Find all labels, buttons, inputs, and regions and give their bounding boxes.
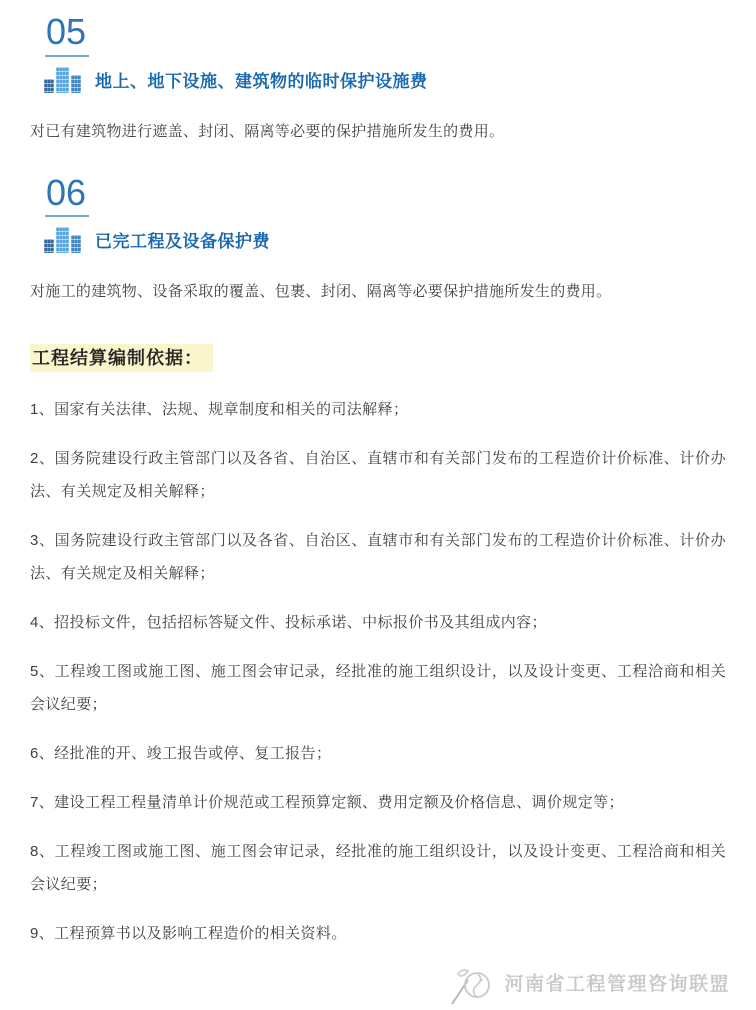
- section-06-header: [44, 226, 726, 253]
- section-05-number: 05: [45, 14, 89, 57]
- section-05-header: [44, 66, 726, 93]
- basis-item-5: 5、工程竣工图或施工图、施工图会审记录，经批准的施工组织设计，以及设计变更、工程洽商和相关会议纪要；: [30, 663, 726, 714]
- watermark-text: 河南省工程管理咨询联盟: [504, 973, 730, 995]
- basis-item-4: 4、招投标文件，包括招标答疑文件、投标承诺、中标报价书及其组成内容；: [30, 614, 547, 632]
- basis-item-9: 9、工程预算书以及影响工程造价的相关资料。: [30, 925, 347, 943]
- basis-item-2: 2、国务院建设行政主管部门以及各省、自治区、直辖市和有关部门发布的工程造价计价标准、计价办法、有关规定及相关解释；: [30, 450, 726, 501]
- buildings-icon: [44, 226, 81, 253]
- basis-item-7: 7、建设工程工程量清单计价规范或工程预算定额、费用定额及价格信息、调价规定等；: [30, 794, 624, 812]
- section-06-number: 06: [45, 175, 89, 218]
- section-06-body: 对施工的建筑物、设备采取的覆盖、包裹、封闭、隔离等必要保护措施所发生的费用。: [30, 283, 612, 301]
- section-06-title: 已完工程及设备保护费: [95, 232, 270, 252]
- basis-heading-highlight: 工程结算编制依据：: [30, 344, 213, 372]
- buildings-icon: [44, 66, 81, 93]
- section-05: [30, 11, 726, 144]
- section-06: [30, 171, 726, 305]
- basis-item-3: 3、国务院建设行政主管部门以及各省、自治区、直辖市和有关部门发布的工程造价计价标准、计价办法、有关规定及相关解释；: [30, 532, 726, 583]
- section-05-title: 地上、地下设施、建筑物的临时保护设施费: [95, 71, 428, 91]
- basis-item-8: 8、工程竣工图或施工图、施工图会审记录，经批准的施工组织设计，以及设计变更、工程洽商和相关会议纪要；: [30, 843, 726, 894]
- basis-item-1: 1、国家有关法律、法规、规章制度和相关的司法解释；: [30, 401, 409, 419]
- basis-list: [30, 393, 726, 950]
- basis-item-6: 6、经批准的开、竣工报告或停、复工报告；: [30, 745, 332, 763]
- section-05-body: 对已有建筑物进行遮盖、封闭、隔离等必要的保护措施所发生的费用。: [30, 122, 505, 140]
- basis-heading: [30, 345, 726, 372]
